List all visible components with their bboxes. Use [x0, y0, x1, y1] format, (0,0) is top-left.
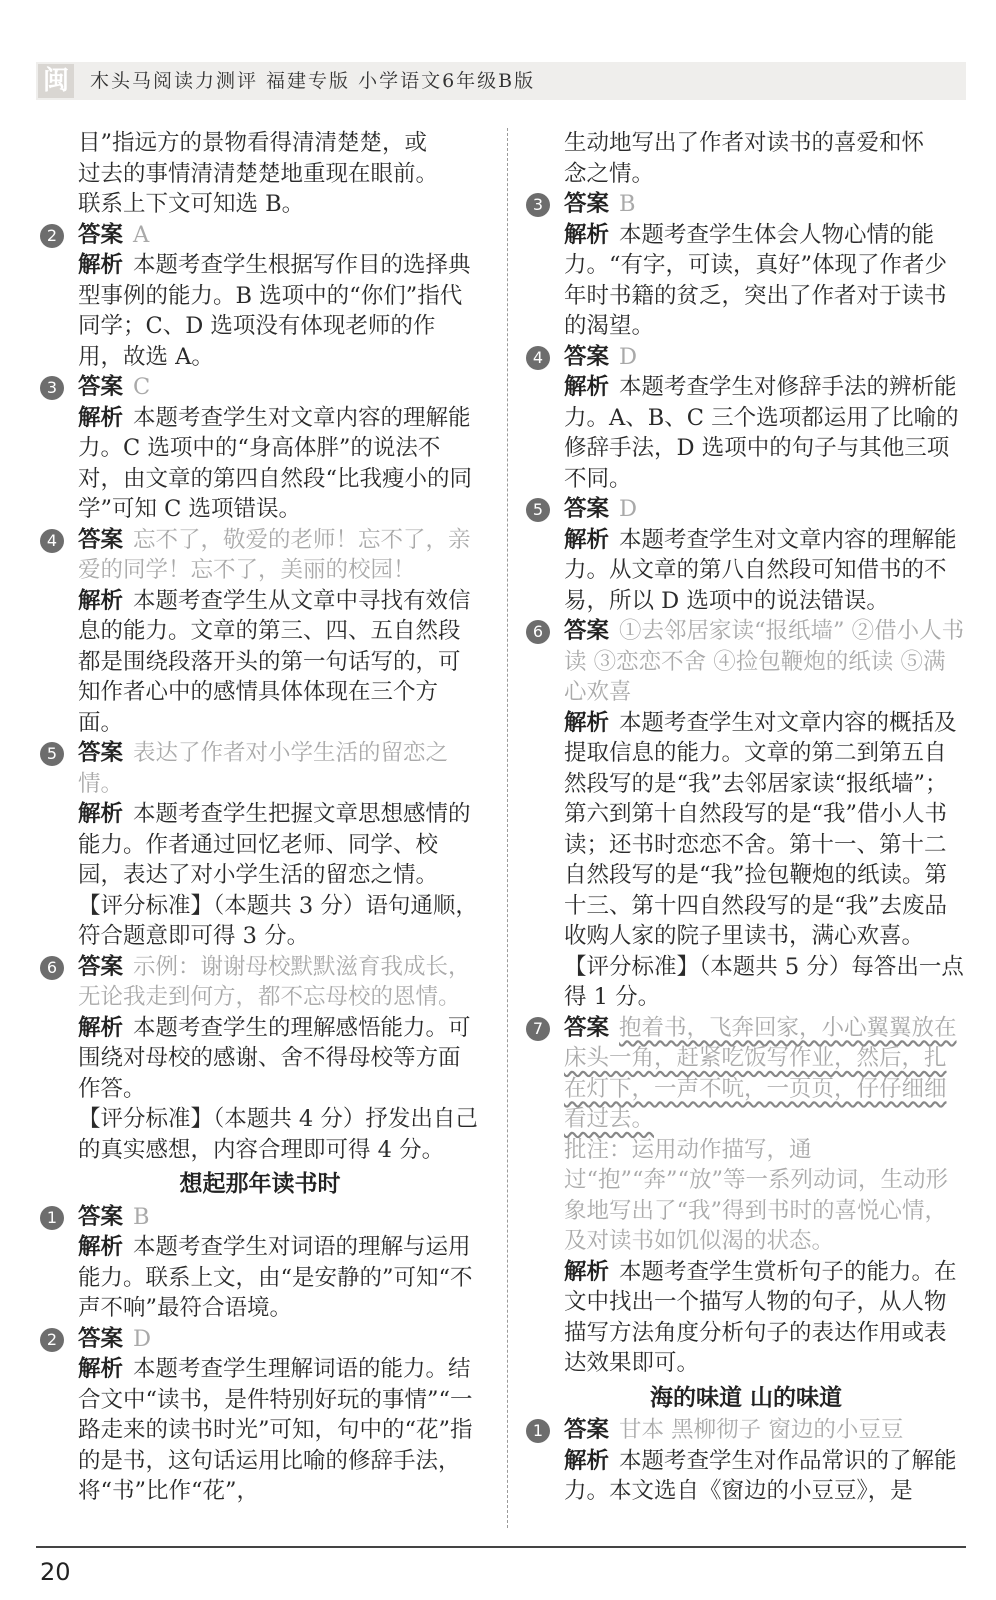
explanation-text: 本题考查学生理解词语的能力。结合文中“读书，是件特别好玩的事情”“一路走来的读书时光”可知，句中的“花”指的是书，这句话运用比喻的修辞手法，将“书”比作“花”，	[78, 1356, 473, 1504]
question-item	[40, 220, 480, 373]
explanation-text: 本题考查学生的理解感悟能力。可围绕对母校的感谢、舍不得母校等方面作答。	[78, 1014, 471, 1102]
question-number: 5	[526, 498, 550, 522]
region-logo: 闽	[38, 64, 74, 98]
answer-label: 答案	[78, 526, 124, 553]
explanation-label: 解析	[564, 709, 610, 736]
explanation-text: 本题考查学生体会人物心情的能力。“有字，可读，真好”体现了作者少年时书籍的贫乏，突出了作者对于读书的渴望。	[564, 221, 948, 339]
explanation-text: 本题考查学生根据写作目的选择典型事例的能力。B 选项中的“你们”指代同学；C、D 选项没有体现老师的作用，故选 A。	[78, 252, 471, 370]
answer-text: 示例：谢谢母校默默滋育我成长，无论我走到何方，都不忘母校的恩情。	[78, 953, 471, 1010]
question-number: 1	[40, 1206, 64, 1230]
explanation-label: 解析	[78, 404, 124, 431]
answer-text: A	[133, 221, 150, 248]
footer-rule	[36, 1546, 966, 1548]
question-number: 5	[40, 742, 64, 766]
answer-label: 答案	[78, 1325, 124, 1352]
explanation-label: 解析	[78, 1014, 124, 1041]
question-item	[526, 1415, 966, 1507]
right-intro	[564, 128, 966, 189]
answer-text: B	[619, 191, 636, 217]
explanation-label: 解析	[564, 526, 610, 553]
left-intro	[78, 128, 480, 220]
answer-text: D	[133, 1325, 152, 1352]
question-number: 4	[526, 346, 550, 370]
section-title: 海的味道 山的味道	[649, 1384, 842, 1411]
question-item	[526, 189, 966, 342]
explanation-label: 解析	[564, 374, 610, 400]
question-item	[40, 525, 480, 739]
question-item	[526, 1013, 966, 1379]
question-item	[526, 342, 966, 495]
answer-label: 答案	[564, 1014, 610, 1041]
section-title: 想起那年读书时	[179, 1171, 341, 1197]
answer-label: 答案	[564, 1417, 610, 1443]
question-number: 6	[40, 956, 64, 980]
answer-label: 答案	[78, 1203, 124, 1230]
answer-text: B	[133, 1203, 150, 1230]
explanation-text: 本题考查学生对词语的理解与运用能力。联系上文，由“是安静的”可知“不声不响”最符合语境。	[78, 1234, 473, 1321]
question-item	[526, 616, 966, 1013]
column-divider	[507, 128, 508, 1528]
question-number: 7	[526, 1017, 550, 1041]
explanation-text: 本题考查学生对文章内容的概括及提取信息的能力。文章的第二到第五自然段写的是“我”去邻居家读“报纸墙”；第六到第十自然段写的是“我”借小人书读；还书时恋恋不舍。第十一、第十二自然段写的是“我”捡包鞭炮的纸读。第十三、第十四自然段写的是“我”去废品收购人家的院子里读书，满心欢喜。	[564, 709, 957, 949]
scoring-criteria: 【评分标准】（本题共 3 分）语句通顺，符合题意即可得 3 分。	[78, 892, 478, 949]
explanation-label: 解析	[78, 1234, 124, 1260]
question-item	[526, 494, 966, 616]
scoring-criteria: 【评分标准】（本题共 5 分）每答出一点得 1 分。	[564, 953, 964, 1010]
explanation-label: 解析	[78, 1356, 124, 1382]
explanation-label: 解析	[564, 1258, 610, 1285]
question-number: 1	[526, 1419, 550, 1443]
question-number: 3	[526, 193, 550, 217]
intro-line: 目”指远方的景物看得清清楚楚，或	[78, 130, 428, 156]
book-title: 木头马阅读力测评 福建专版 小学语文6年级B版	[90, 70, 536, 92]
explanation-label: 解析	[564, 1447, 610, 1474]
annotation-note: 批注：运用动作描写，通过“抱”“奔”“放”等一系列动词，生动形象地写出了“我”得到书时的喜悦心情，及对读书如饥似渴的状态。	[564, 1136, 949, 1254]
question-item	[40, 952, 480, 1166]
question-number: 4	[40, 529, 64, 553]
question-number: 6	[526, 620, 550, 644]
intro-line: 过去的事情清清楚楚地重现在眼前。	[78, 160, 439, 187]
explanation-text: 本题考查学生从文章中寻找有效信息的能力。文章的第三、四、五自然段都是围绕段落开头的第一句话写的，可知作者心中的感情具体体现在三个方面。	[78, 587, 471, 736]
answer-label: 答案	[564, 191, 610, 217]
question-item	[40, 1324, 480, 1507]
answer-label: 答案	[78, 953, 124, 980]
explanation-text: 本题考查学生对作品常识的了解能力。本文选自《窗边的小豆豆》，是	[564, 1447, 957, 1504]
answer-text: 甘本 黑柳彻子 窗边的小豆豆	[619, 1417, 904, 1443]
left-column	[40, 128, 480, 1507]
intro-line: 联系上下文可知选 B。	[78, 191, 305, 217]
answer-label: 答案	[564, 343, 610, 370]
answer-text: 表达了作者对小学生活的留恋之情。	[78, 740, 449, 797]
answer-label: 答案	[78, 374, 124, 400]
question-item	[40, 372, 480, 525]
explanation-text: 本题考查学生把握文章思想感情的能力。作者通过回忆老师、同学、校园，表达了对小学生活的留恋之情。	[78, 801, 471, 888]
page-header	[0, 0, 996, 120]
right-column	[526, 128, 966, 1507]
answer-text: D	[619, 343, 638, 370]
intro-line: 念之情。	[564, 160, 655, 187]
question-number: 3	[40, 376, 64, 400]
question-number: 2	[40, 1328, 64, 1352]
explanation-label: 解析	[564, 221, 610, 248]
intro-line: 生动地写出了作者对读书的喜爱和怀	[564, 130, 925, 156]
explanation-label: 解析	[78, 587, 124, 614]
explanation-label: 解析	[78, 252, 124, 278]
answer-label: 答案	[564, 618, 610, 644]
answer-text: 抱着书，飞奔回家，小心翼翼放在床头一角，赶紧吃饭写作业，然后，扎在灯下，一声不吭，一页页，仔仔细细看过去。	[564, 1014, 957, 1132]
explanation-text: 本题考查学生对文章内容的理解能力。从文章的第八自然段可知借书的不易，所以 D 选项中的说法错误。	[564, 526, 957, 614]
scoring-criteria: 【评分标准】（本题共 4 分）抒发出自己的真实感想，内容合理即可得 4 分。	[78, 1106, 478, 1163]
answer-text: D	[619, 496, 638, 522]
explanation-text: 本题考查学生对修辞手法的辨析能力。A、B、C 三个选项都运用了比喻的修辞手法，D 选项中的句子与其他三项不同。	[564, 374, 959, 492]
explanation-label: 解析	[78, 801, 124, 827]
question-number: 2	[40, 224, 64, 248]
question-item	[40, 1202, 480, 1324]
answer-text: C	[133, 374, 151, 400]
answer-text: 忘不了，敬爱的老师！忘不了，亲爱的同学！忘不了，美丽的校园！	[78, 526, 471, 583]
page-number: 20	[40, 1558, 71, 1586]
explanation-text: 本题考查学生赏析句子的能力。在文中找出一个描写人物的句子，从人物描写方法角度分析句子的表达作用或表达效果即可。	[564, 1258, 957, 1376]
answer-text: ①去邻居家读“报纸墙” ②借小人书读 ③恋恋不舍 ④捡包鞭炮的纸读 ⑤满心欢喜	[564, 618, 965, 705]
answer-label: 答案	[78, 740, 124, 766]
answer-label: 答案	[564, 496, 610, 522]
question-item	[40, 738, 480, 952]
explanation-text: 本题考查学生对文章内容的理解能力。C 选项中的“身高体胖”的说法不对，由文章的第四自然段“比我瘦小的同学”可知 C 选项错误。	[78, 404, 473, 522]
answer-label: 答案	[78, 221, 124, 248]
